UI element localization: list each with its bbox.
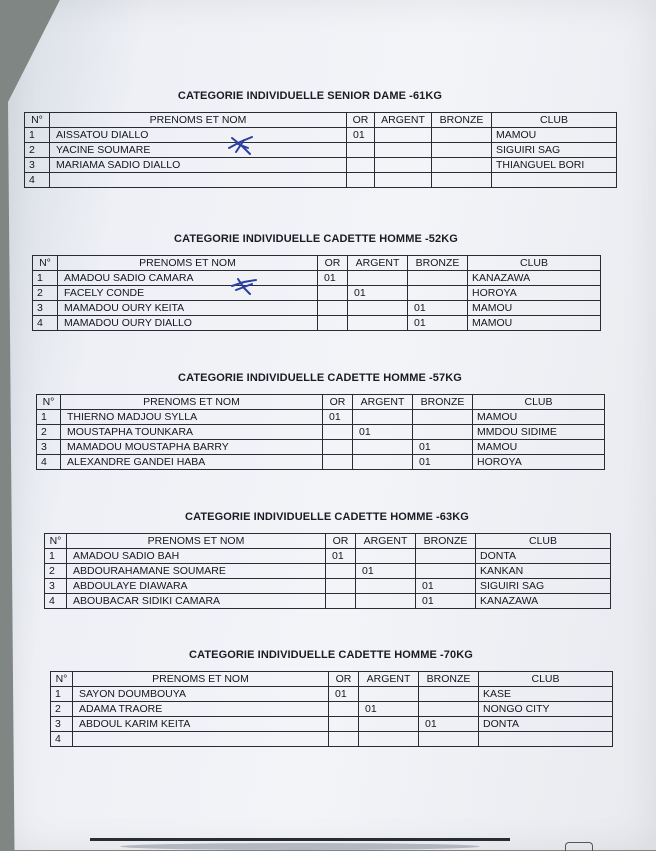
athlete-name: AMADOU SADIO BAH — [67, 549, 326, 564]
medal-argent — [375, 128, 432, 143]
row-num: 4 — [25, 173, 50, 188]
table-header-row — [45, 534, 611, 549]
category-title: CATEGORIE INDIVIDUELLE CADETTE HOMME -57KG — [178, 372, 462, 384]
club-name: DONTA — [479, 717, 613, 732]
results-table — [24, 112, 617, 188]
row-num: 3 — [25, 158, 50, 173]
table-row — [45, 594, 611, 609]
club-name: KANAZAWA — [476, 594, 611, 609]
medal-bronze: 01 — [413, 440, 473, 455]
row-num: 4 — [37, 455, 61, 470]
medal-or — [326, 564, 356, 579]
header-club: CLUB — [468, 256, 601, 271]
medal-argent — [359, 687, 419, 702]
medal-argent: 01 — [353, 425, 413, 440]
row-num: 2 — [45, 564, 67, 579]
athlete-name: ABOUBACAR SIDIKI CAMARA — [67, 594, 326, 609]
table-header-row — [37, 395, 605, 410]
header-bronze: BRONZE — [413, 395, 473, 410]
row-num: 2 — [25, 143, 50, 158]
athlete-name: ABDOULAYE DIAWARA — [67, 579, 326, 594]
row-num: 4 — [45, 594, 67, 609]
table-row — [25, 158, 617, 173]
medal-bronze — [413, 410, 473, 425]
medal-or — [347, 143, 375, 158]
medal-or — [318, 301, 348, 316]
table-header-row — [51, 672, 613, 687]
header-or: OR — [329, 672, 359, 687]
medal-bronze: 01 — [416, 579, 476, 594]
ink-mark-icon — [226, 134, 256, 158]
table-row — [51, 687, 613, 702]
medal-argent — [359, 717, 419, 732]
medal-bronze: 01 — [413, 455, 473, 470]
header-num: N° — [45, 534, 67, 549]
club-name: KASE — [479, 687, 613, 702]
club-name: NONGO CITY — [479, 702, 613, 717]
medal-bronze — [413, 425, 473, 440]
header-name: PRENOMS ET NOM — [58, 256, 318, 271]
medal-argent — [375, 158, 432, 173]
club-name: MAMOU — [473, 440, 605, 455]
medal-argent — [356, 579, 416, 594]
medal-argent — [353, 455, 413, 470]
header-name: PRENOMS ET NOM — [73, 672, 329, 687]
table-row — [45, 549, 611, 564]
medal-argent — [356, 549, 416, 564]
medal-or — [323, 455, 353, 470]
club-name: KANKAN — [476, 564, 611, 579]
club-name: HOROYA — [473, 455, 605, 470]
table-row — [37, 425, 605, 440]
medal-or: 01 — [323, 410, 353, 425]
table-header-row — [25, 113, 617, 128]
category-section-cadette-homme-57kg — [36, 372, 604, 470]
club-name — [479, 732, 613, 747]
medal-argent — [348, 301, 408, 316]
row-num: 2 — [51, 702, 73, 717]
header-club: CLUB — [479, 672, 613, 687]
table-row — [37, 410, 605, 425]
table-row — [25, 143, 617, 158]
club-name: THIANGUEL BORI — [492, 158, 617, 173]
medal-argent: 01 — [348, 286, 408, 301]
category-section-cadette-homme-63kg — [44, 511, 610, 609]
medal-or: 01 — [318, 271, 348, 286]
medal-or — [329, 702, 359, 717]
athlete-name: THIERNO MADJOU SYLLA — [61, 410, 323, 425]
athlete-name: FACELY CONDE — [58, 286, 318, 301]
row-num: 1 — [51, 687, 73, 702]
row-num: 3 — [33, 301, 58, 316]
medal-or: 01 — [329, 687, 359, 702]
header-name: PRENOMS ET NOM — [67, 534, 326, 549]
athlete-name — [50, 173, 347, 188]
table-row — [33, 316, 601, 331]
athlete-name: ABDOUL KARIM KEITA — [73, 717, 329, 732]
table-row — [37, 440, 605, 455]
row-num: 3 — [37, 440, 61, 455]
athlete-name: MAMADOU OURY DIALLO — [58, 316, 318, 331]
header-num: N° — [51, 672, 73, 687]
medal-argent — [353, 440, 413, 455]
medal-bronze — [416, 564, 476, 579]
table-row — [33, 286, 601, 301]
header-argent: ARGENT — [359, 672, 419, 687]
medal-bronze — [416, 549, 476, 564]
header-or: OR — [326, 534, 356, 549]
medal-bronze — [419, 687, 479, 702]
medal-bronze: 01 — [416, 594, 476, 609]
category-section-senior-dame-61kg — [24, 90, 596, 188]
medal-or: 01 — [347, 128, 375, 143]
club-name: MAMOU — [473, 410, 605, 425]
medal-or — [329, 717, 359, 732]
medal-argent — [353, 410, 413, 425]
shadow-decoration — [120, 843, 480, 850]
ink-mark-icon — [230, 276, 258, 296]
medal-bronze — [432, 158, 492, 173]
medal-or: 01 — [326, 549, 356, 564]
medal-argent: 01 — [356, 564, 416, 579]
row-num: 3 — [51, 717, 73, 732]
category-title: CATEGORIE INDIVIDUELLE CADETTE HOMME -52KG — [174, 233, 458, 245]
header-bronze: BRONZE — [408, 256, 468, 271]
medal-bronze — [432, 128, 492, 143]
table-row — [33, 301, 601, 316]
club-name: SIGUIRI SAG — [492, 143, 617, 158]
category-title: CATEGORIE INDIVIDUELLE SENIOR DAME -61KG — [177, 90, 443, 102]
row-num: 1 — [45, 549, 67, 564]
results-table — [50, 671, 613, 747]
athlete-name: YACINE SOUMARE — [50, 143, 347, 158]
club-name: SIGUIRI SAG — [476, 579, 611, 594]
table-row — [51, 717, 613, 732]
header-name: PRENOMS ET NOM — [61, 395, 323, 410]
club-name: MAMOU — [468, 316, 601, 331]
header-name: PRENOMS ET NOM — [50, 113, 347, 128]
table-row — [33, 271, 601, 286]
athlete-name: SAYON DOUMBOUYA — [73, 687, 329, 702]
club-name: DONTA — [476, 549, 611, 564]
medal-bronze: 01 — [408, 301, 468, 316]
medal-bronze: 01 — [419, 717, 479, 732]
medal-bronze — [419, 732, 479, 747]
category-title: CATEGORIE INDIVIDUELLE CADETTE HOMME -70KG — [189, 649, 473, 661]
header-club: CLUB — [492, 113, 617, 128]
row-num: 1 — [25, 128, 50, 143]
medal-bronze — [408, 286, 468, 301]
club-name: MMDOU SIDIME — [473, 425, 605, 440]
medal-or — [326, 579, 356, 594]
athlete-name: MARIAMA SADIO DIALLO — [50, 158, 347, 173]
athlete-name: MOUSTAPHA TOUNKARA — [61, 425, 323, 440]
club-name: HOROYA — [468, 286, 601, 301]
athlete-name — [73, 732, 329, 747]
results-table — [36, 394, 605, 470]
category-title: CATEGORIE INDIVIDUELLE CADETTE HOMME -63KG — [185, 511, 469, 523]
club-name: MAMOU — [468, 301, 601, 316]
club-name: MAMOU — [492, 128, 617, 143]
header-argent: ARGENT — [375, 113, 432, 128]
athlete-name: ABDOURAHAMANE SOUMARE — [67, 564, 326, 579]
table-row — [45, 564, 611, 579]
medal-argent — [375, 143, 432, 158]
athlete-name: AISSATOU DIALLO — [50, 128, 347, 143]
club-name — [492, 173, 617, 188]
table-row — [51, 702, 613, 717]
category-section-cadette-homme-70kg — [50, 649, 612, 747]
results-table — [44, 533, 611, 609]
medal-or — [318, 316, 348, 331]
header-bronze: BRONZE — [419, 672, 479, 687]
table-row — [37, 455, 605, 470]
table-row — [25, 128, 617, 143]
medal-or — [318, 286, 348, 301]
medal-argent — [348, 271, 408, 286]
table-header-row — [33, 256, 601, 271]
row-num: 4 — [51, 732, 73, 747]
medal-bronze — [432, 143, 492, 158]
medal-or — [329, 732, 359, 747]
header-or: OR — [347, 113, 375, 128]
results-table — [32, 255, 601, 331]
medal-or — [323, 425, 353, 440]
header-num: N° — [25, 113, 50, 128]
category-section-cadette-homme-52kg — [32, 233, 600, 331]
medal-or — [347, 158, 375, 173]
header-or: OR — [318, 256, 348, 271]
medal-bronze — [419, 702, 479, 717]
header-bronze: BRONZE — [416, 534, 476, 549]
header-num: N° — [33, 256, 58, 271]
medal-or — [326, 594, 356, 609]
medal-argent — [375, 173, 432, 188]
medal-argent: 01 — [359, 702, 419, 717]
athlete-name: AMADOU SADIO CAMARA — [58, 271, 318, 286]
table-row — [45, 579, 611, 594]
medal-bronze — [408, 271, 468, 286]
medal-argent — [356, 594, 416, 609]
row-num: 3 — [45, 579, 67, 594]
medal-argent — [359, 732, 419, 747]
table-row — [25, 173, 617, 188]
athlete-name: MAMADOU MOUSTAPHA BARRY — [61, 440, 323, 455]
row-num: 1 — [37, 410, 61, 425]
medal-bronze — [432, 173, 492, 188]
athlete-name: ALEXANDRE GANDEI HABA — [61, 455, 323, 470]
header-num: N° — [37, 395, 61, 410]
row-num: 4 — [33, 316, 58, 331]
header-club: CLUB — [473, 395, 605, 410]
club-name: KANAZAWA — [468, 271, 601, 286]
row-num: 2 — [37, 425, 61, 440]
medal-or — [347, 173, 375, 188]
header-bronze: BRONZE — [432, 113, 492, 128]
table-row — [51, 732, 613, 747]
row-num: 1 — [33, 271, 58, 286]
header-club: CLUB — [476, 534, 611, 549]
medal-argent — [348, 316, 408, 331]
athlete-name: ADAMA TRAORE — [73, 702, 329, 717]
athlete-name: MAMADOU OURY KEITA — [58, 301, 318, 316]
row-num: 2 — [33, 286, 58, 301]
header-or: OR — [323, 395, 353, 410]
medal-or — [323, 440, 353, 455]
footer-divider — [90, 838, 510, 841]
header-argent: ARGENT — [356, 534, 416, 549]
medal-bronze: 01 — [408, 316, 468, 331]
header-argent: ARGENT — [348, 256, 408, 271]
header-argent: ARGENT — [353, 395, 413, 410]
